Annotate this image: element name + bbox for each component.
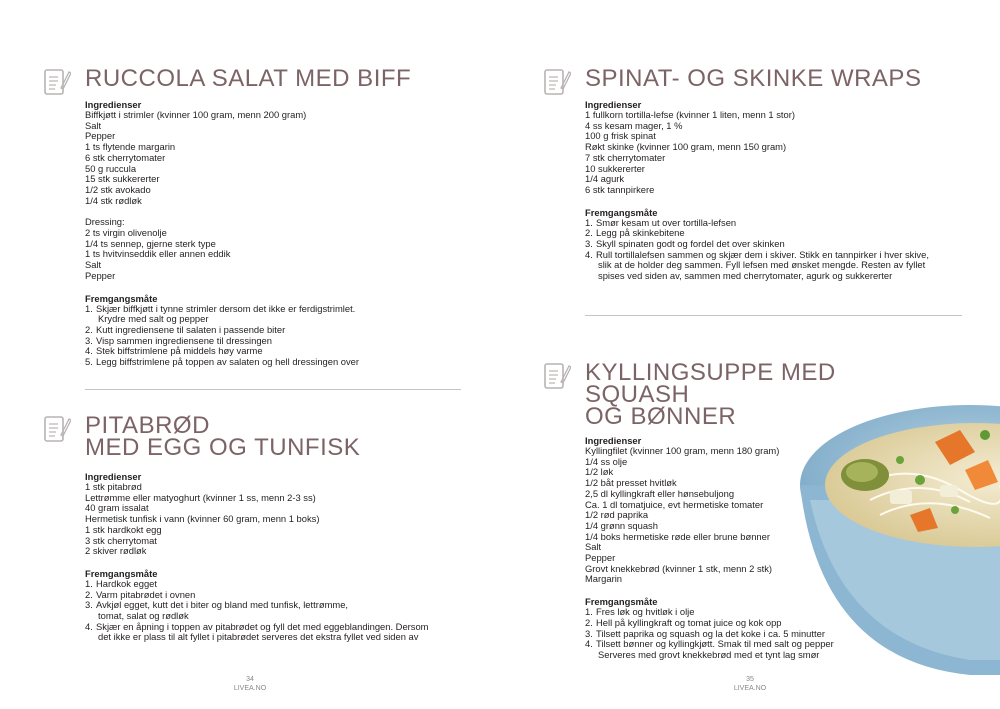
ingredient-item: 10 sukkererter [585,162,645,174]
method-heading: Fremgangsmåte [585,206,658,218]
ingredient-item: 50 g ruccula [85,162,137,174]
ingredient-item: 15 stk sukkererter [85,173,160,185]
method-heading: Fremgangsmåte [85,567,158,579]
recipe-title: RUCCOLA SALAT MED BIFF [85,65,412,92]
method-steps [85,304,485,368]
ingredients-heading: Ingredienser [585,435,642,446]
dressing-item: 1 ts hvitvinseddik eller annen eddik [85,248,231,260]
recipe-pitabrod [85,412,485,643]
recipe-title: KYLLINGSUPPE MED SQUASH OG BØNNER [585,359,836,430]
ingredient-item: 3 stk cherrytomat [85,534,157,546]
ingredient-item: 1/4 agurk [585,173,625,185]
ingredients-list [85,110,485,206]
ingredient-item: 1 stk pitabrød [85,481,142,492]
method-step: 4. Skjær en åpning i toppen av pitabrødet og fyll det med eggeblandingen. Dersom det ikke er plass til alt fyllet i pitabrødet serveres det ekstra fyllet ved siden av [85,620,429,643]
dressing-item: Pepper [85,269,116,281]
ingredients-list [585,110,985,196]
ingredient-item: 1 fullkorn tortilla-lefse (kvinner 1 liten, menn 1 stor) [585,109,795,120]
ingredient-item: 2 skiver rødløk [85,545,147,557]
recipe-ruccola-salat [85,65,485,368]
notepad-pencil-icon [43,413,71,445]
ingredient-item: Kyllingfilet (kvinner 100 gram, menn 180 gram) [585,445,780,456]
notepad-pencil-icon [543,66,571,98]
method-step: 1. Fres løk og hvitløk i olje [585,606,695,618]
dressing-list [85,217,485,281]
recipe-title: SPINAT- OG SKINKE WRAPS [585,65,922,92]
ingredient-item: Lettrømme eller matyoghurt (kvinner 1 ss, menn 2-3 ss) [85,491,316,503]
ingredients-list [585,446,915,585]
ingredient-item: 40 gram issalat [85,502,149,514]
page-right [500,0,1000,709]
section-divider [585,315,962,316]
ingredient-item: 1/2 stk avokado [85,183,151,195]
method-step: 2. Legg på skinkebitene [585,227,685,239]
ingredient-item: 6 stk tannpirkere [585,183,655,195]
ingredient-item: 4 ss kesam mager, 1 % [585,119,683,131]
notepad-pencil-icon [543,360,571,392]
ingredient-item: 1/4 ss olje [585,455,628,467]
ingredients-list [85,482,485,557]
method-step: 5. Legg biffstrimlene på toppen av salaten og hell dressingen over [85,356,360,368]
ingredient-item: Røkt skinke (kvinner 100 gram, menn 150 gram) [585,141,787,153]
dressing-item: 1/4 ts sennep, gjerne sterk type [85,237,216,249]
method-step: 3. Tilsett paprika og squash og la det koke i ca. 5 minutter [585,627,825,639]
ingredient-item: Pepper [585,552,616,564]
page-number-right: 35 LIVEA.NO [733,676,767,692]
ingredient-item: 1/4 stk rødløk [85,194,142,206]
ingredient-item: 1 ts flytende margarin [85,141,176,153]
ingredient-item: 1/2 løk [585,466,614,478]
ingredient-item: Salt [585,541,602,553]
recipe-kyllingsuppe [585,359,915,661]
ingredient-item: 100 g frisk spinat [585,130,656,142]
dressing-item: Dressing: [85,216,125,228]
ingredient-item: 1/2 båt presset hvitløk [585,477,677,489]
method-step: 3. Skyll spinaten godt og fordel det over skinken [585,238,785,250]
ingredient-item: Margarin [585,573,622,585]
method-steps [85,579,485,643]
method-step: 1. Hardkok egget [85,577,157,589]
ingredient-item: Salt [85,119,102,131]
ingredient-item: Hermetisk tunfisk i vann (kvinner 60 gram, menn 1 boks) [85,513,320,525]
method-step: 1. Smør kesam ut over tortilla-lefsen [585,216,737,228]
method-steps [585,218,985,282]
ingredient-item: Biffkjøtt i strimler (kvinner 100 gram, menn 200 gram) [85,109,307,120]
notepad-pencil-icon [43,66,71,98]
dressing-item: 2 ts virgin olivenolje [85,227,167,239]
method-step: 2. Hell på kyllingkraft og tomat juice og kok opp [585,616,782,628]
ingredient-item: 1/2 rød paprika [585,509,649,521]
ingredient-item: 7 stk cherrytomater [585,151,666,163]
page-number-left: 34 LIVEA.NO [233,676,267,692]
method-step: 2. Varm pitabrødet i ovnen [85,588,196,600]
method-step: 2. Kutt ingrediensene til salaten i passende biter [85,323,286,335]
method-heading: Fremgangsmåte [85,292,158,304]
ingredient-item: 6 stk cherrytomater [85,151,166,163]
method-step: 4. Rull tortillalefsen sammen og skjær dem i skiver. Stikk en tannpirker i hver skive, slik at de holder deg sammen. Fyll lefsen med ønsket mengde. Resten av fyllet spises ved siden av, sammen med cherrytomater, agurk og sukkererter [585,248,929,282]
ingredients-heading: Ingredienser [585,99,642,110]
recipe-title: PITABRØD MED EGG OG TUNFISK [85,412,361,461]
ingredient-item: 2,5 dl kyllingkraft eller hønsebuljong [585,487,735,499]
ingredients-heading: Ingredienser [85,99,142,110]
method-step: 3. Avkjøl egget, kutt det i biter og bland med tunfisk, lettrømme, tomat, salat og rødløk [85,599,349,622]
ingredient-item: Grovt knekkebrød (kvinner 1 stk, menn 2 stk) [585,562,773,574]
dressing-item: Salt [85,259,102,271]
method-step: 1. Skjær biffkjøtt i tynne strimler dersom det ikke er ferdigstrimlet. Krydre med salt og pepper [85,302,356,325]
method-step: 4. Stek biffstrimlene på middels høy varme [85,345,263,357]
recipe-spinat-wraps [585,65,985,282]
ingredients-heading: Ingredienser [85,471,142,482]
method-heading: Fremgangsmåte [585,596,658,608]
ingredient-item: Pepper [85,130,116,142]
ingredient-item: 1/4 boks hermetiske røde eller brune bønner [585,530,770,542]
ingredient-item: 1 stk hardkokt egg [85,523,162,535]
method-steps [585,607,915,661]
ingredient-item: Ca. 1 dl tomatjuice, evt hermetiske tomater [585,498,764,510]
section-divider [85,389,461,390]
method-step: 3. Visp sammen ingrediensene til dressingen [85,334,272,346]
method-step: 4. Tilsett bønner og kyllingkjøtt. Smak til med salt og pepper Serveres med grovt knekkebrød med et tynt lag smør [585,638,834,660]
ingredient-item: 1/4 grønn squash [585,519,658,531]
